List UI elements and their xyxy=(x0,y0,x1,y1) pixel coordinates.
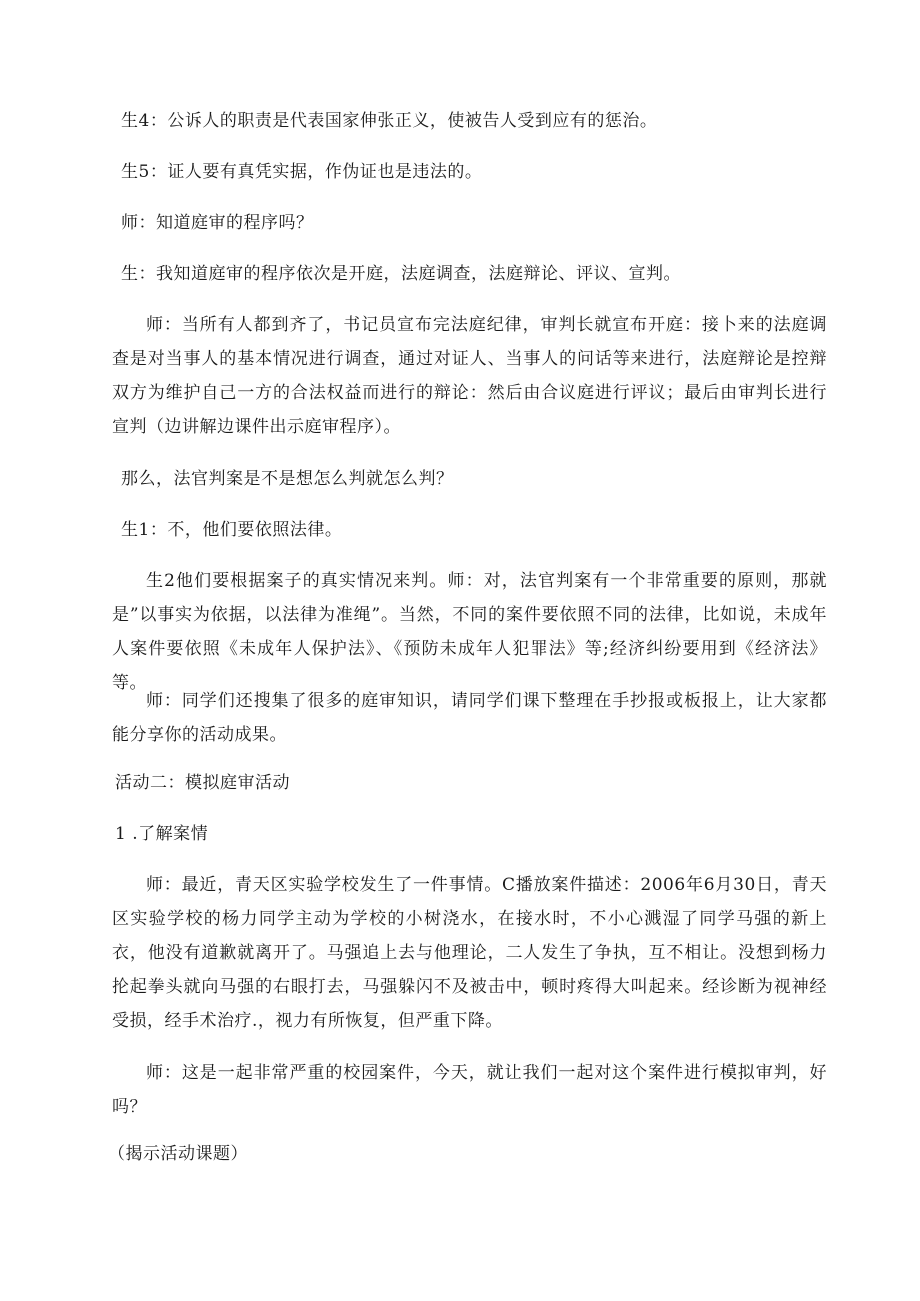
paragraph-teacher-collection: 师：同学们还搜集了很多的庭审知识，请同学们课下整理在手抄报或板报上，让大家都能分享你的活动成果。 xyxy=(112,691,827,745)
paragraph-student5: 生5：证人要有真凭实据，作伪证也是违法的。 xyxy=(121,162,483,182)
paragraph-student4: 生4：公诉人的职责是代表国家伸张正义，使被告人受到应有的惩治。 xyxy=(121,111,658,131)
section-heading-activity2: 活动二：模拟庭审活动 xyxy=(115,773,290,793)
paragraph-reveal-topic: （揭示活动课题） xyxy=(108,1144,248,1164)
subheading-case-understanding: 1 .了解案情 xyxy=(115,824,209,844)
paragraph-trial-procedure: 师：当所有人都到齐了，书记员宣布完法庭纪律，审判长就宣布开庭：接卜来的法庭调查是对当事人的基本情况进行调查，通过对证人、当事人的问话等来进行，法庭辩论是控辩双方为维护自己一方的合法权益而进行的辩论：然后由合议庭进行评议；最后由审判长进行宣判（边讲解边课件出示庭审程序）。 xyxy=(112,315,827,437)
paragraph-case-description: 师：最近，青天区实验学校发生了一件事情。C播放案件描述：2006年6月30日，青天区实验学校的杨力同学主动为学校的小树浇水，在接水时，不小心溅湿了同学马强的新上衣，他没有道歉就离开了。马强追上去与他理论，二人发生了争执，互不相让。没想到杨力抡起拳头就向马强的右眼打去，马强躲闪不及被击中，顿时疼得大叫起来。经诊断为视神经受损，经手术治疗.，视力有所恢复，但严重下降。 xyxy=(112,875,827,1031)
paragraph-student1: 生1：不，他们要依照法律。 xyxy=(121,520,343,540)
paragraph-student-answer: 生：我知道庭审的程序依次是开庭，法庭调查，法庭辩论、评议、宣判。 xyxy=(121,264,681,284)
paragraph-mock-trial-intro: 师：这是一起非常严重的校园案件，今天，就让我们一起对这个案件进行模拟审判，好吗？ xyxy=(112,1063,827,1117)
paragraph-teacher-question: 师：知道庭审的程序吗？ xyxy=(121,213,314,233)
paragraph-student2-principle: 生2他们要根据案子的真实情况来判。师：对，法官判案有一个非常重要的原则，那就是”以事实为依据，以法律为准绳”。当然，不同的案件要依照不同的法律，比如说，未成年人案件要依照《未成年人保护法》、《预防未成年人犯罪法》等;经济纠纷要用到《经济法》等。 xyxy=(112,571,827,693)
paragraph-question: 那么，法官判案是不是想怎么判就怎么判？ xyxy=(121,469,454,489)
